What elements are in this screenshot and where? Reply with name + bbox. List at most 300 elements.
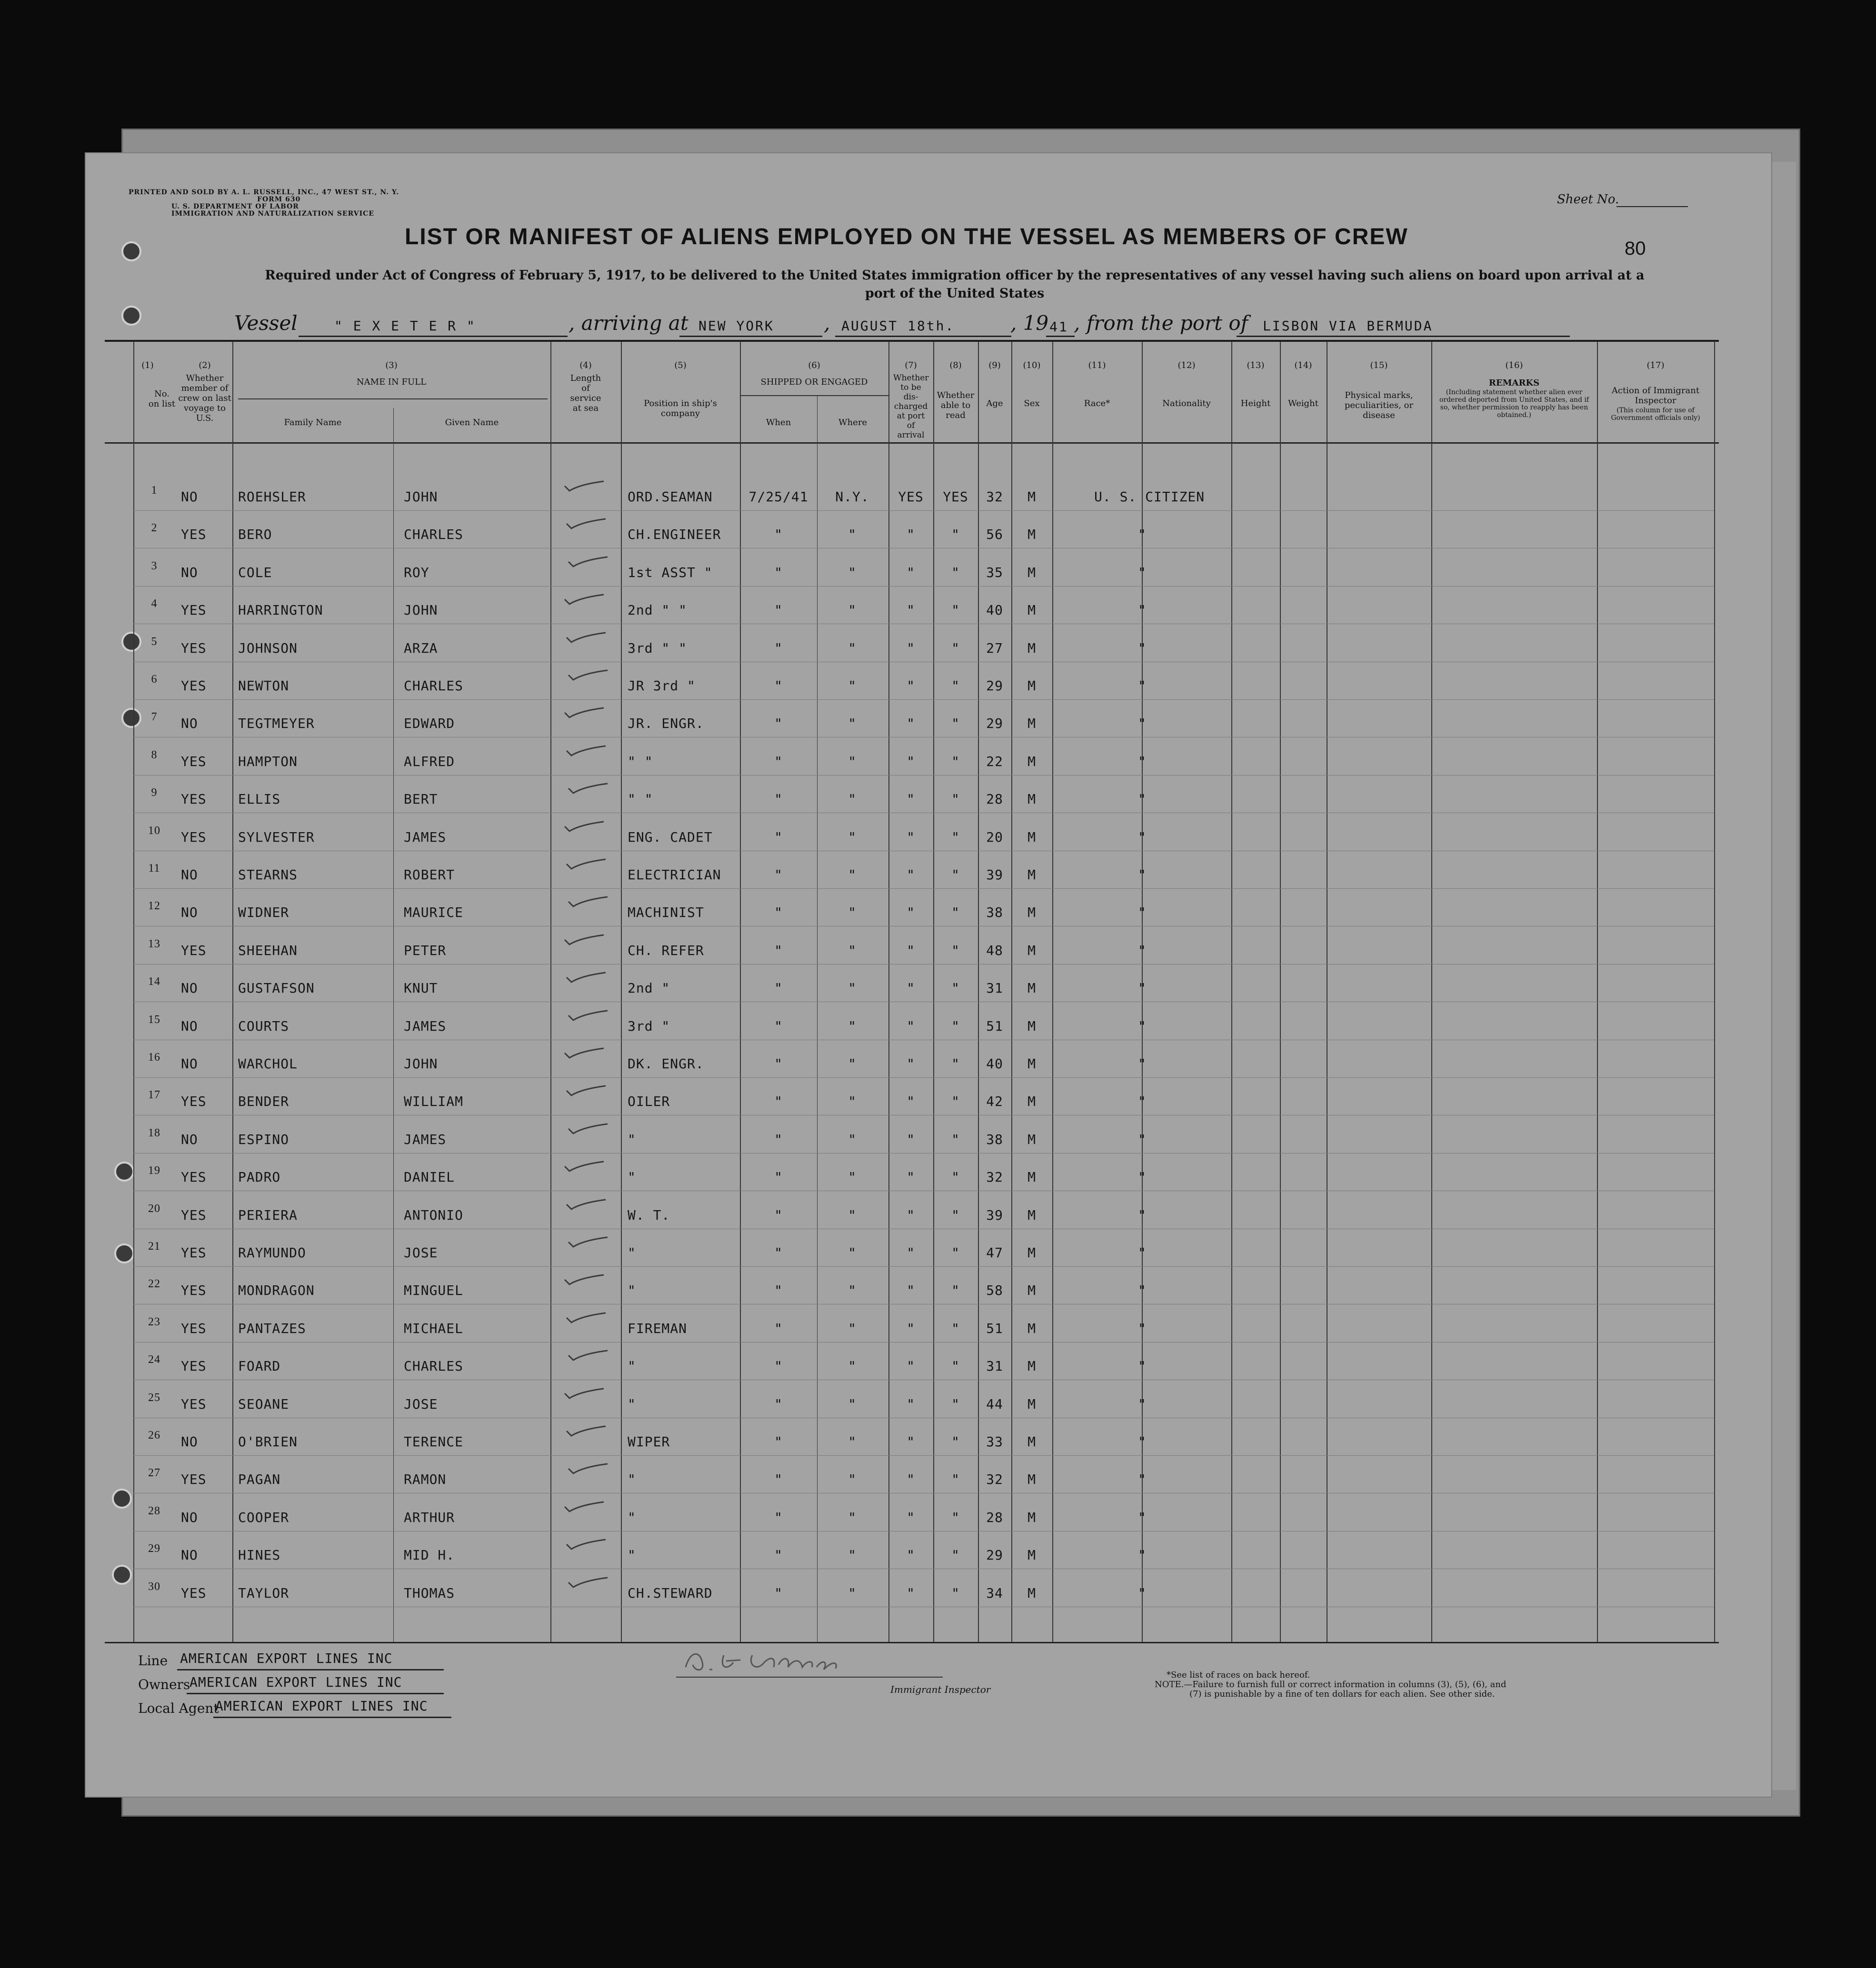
age: 34	[986, 1585, 1003, 1601]
position: CH. REFER	[628, 942, 704, 958]
discharged: "	[907, 1245, 915, 1261]
family-name: BERO	[238, 527, 272, 543]
position: ORD.SEAMAN	[628, 489, 713, 505]
agent-value: AMERICAN EXPORT LINES INC	[215, 1698, 428, 1714]
column-rule	[1431, 341, 1432, 1642]
family-name: STEARNS	[238, 867, 298, 883]
shipped-where: "	[848, 564, 857, 580]
column-rule	[133, 341, 134, 1642]
sex: M	[1028, 564, 1036, 580]
shipped-where: "	[848, 1547, 857, 1563]
agent-label: Local Agent	[138, 1700, 219, 1716]
check-mark-icon	[563, 707, 606, 720]
discharged: "	[907, 1018, 915, 1034]
col14-number: (14)	[1294, 360, 1312, 370]
col2-header: Whether member of crew on last voyage to U.S.	[178, 373, 231, 423]
row-number: 16	[148, 1051, 160, 1064]
position: "	[628, 1547, 636, 1563]
given-name: WILLIAM	[404, 1093, 464, 1110]
col11-number: (11)	[1088, 360, 1106, 370]
sheet-line	[1617, 194, 1688, 207]
age: 48	[986, 942, 1003, 958]
position: 2nd " "	[628, 602, 688, 618]
family-name: PERIERA	[238, 1207, 298, 1223]
crew-last-voyage: YES	[181, 602, 207, 618]
row-number: 13	[148, 937, 160, 950]
column-rule	[621, 341, 622, 1642]
sex: M	[1028, 678, 1036, 694]
shipped-where: "	[848, 1131, 857, 1147]
service: IMMIGRATION AND NATURALIZATION SERVICE	[171, 210, 374, 218]
check-mark-icon	[563, 594, 606, 607]
age: 39	[986, 1207, 1003, 1223]
given-name: CHARLES	[404, 527, 464, 543]
sex: M	[1028, 716, 1036, 732]
printer-imprint	[129, 189, 399, 218]
row-number: 2	[151, 522, 158, 535]
crew-last-voyage: NO	[181, 716, 198, 732]
age: 47	[986, 1245, 1003, 1261]
row-number: 23	[148, 1315, 160, 1328]
able-to-read: "	[951, 791, 960, 807]
shipped-when: "	[774, 1471, 783, 1488]
check-mark-icon	[563, 1047, 606, 1061]
arriving-port: NEW YORK	[699, 318, 774, 334]
sex: M	[1028, 904, 1036, 921]
row-rule	[133, 1266, 1714, 1267]
discharged: "	[907, 527, 915, 543]
sex: M	[1028, 1396, 1036, 1412]
shipped-where: "	[848, 1320, 857, 1336]
sex: M	[1028, 1358, 1036, 1374]
check-mark-icon	[567, 896, 609, 909]
given-name: ARTHUR	[404, 1509, 455, 1525]
column-rule	[740, 341, 741, 1642]
given-name: BERT	[404, 791, 438, 807]
position: "	[628, 1131, 636, 1147]
able-to-read: "	[951, 904, 960, 921]
shipped-where: "	[848, 867, 857, 883]
sex: M	[1028, 829, 1036, 845]
column-rule	[933, 341, 934, 1642]
position: "	[628, 1169, 636, 1185]
age: 39	[986, 867, 1003, 883]
shipped-where: "	[848, 1585, 857, 1601]
able-to-read: YES	[943, 489, 968, 505]
discharged: "	[907, 1358, 915, 1374]
able-to-read: "	[951, 1320, 960, 1336]
age: 40	[986, 602, 1003, 618]
row-number: 15	[148, 1013, 160, 1026]
inspector-label: Immigrant Inspector	[890, 1684, 991, 1695]
sex: M	[1028, 1207, 1036, 1223]
check-mark-icon	[563, 1388, 606, 1401]
punch-hole	[121, 632, 141, 652]
position: JR 3rd "	[628, 678, 696, 694]
position: CH.ENGINEER	[628, 527, 721, 543]
row-number: 5	[151, 635, 158, 648]
able-to-read: "	[951, 1131, 960, 1147]
col12-header: Nationality	[1162, 398, 1211, 408]
check-mark-icon	[565, 745, 608, 758]
crew-last-voyage: YES	[181, 1585, 207, 1601]
check-mark-icon	[567, 1463, 609, 1476]
given-name: KNUT	[404, 980, 438, 996]
age: 28	[986, 791, 1003, 807]
column-rule	[1280, 341, 1281, 1642]
able-to-read: "	[951, 753, 960, 769]
sex: M	[1028, 1282, 1036, 1299]
arriving-label: , arriving at	[569, 311, 689, 335]
family-name: PANTAZES	[238, 1320, 306, 1336]
able-to-read: "	[951, 1018, 960, 1034]
able-to-read: "	[951, 1434, 960, 1450]
crew-last-voyage: NO	[181, 904, 198, 921]
line-label: Line	[138, 1653, 168, 1669]
row-rule	[133, 699, 1714, 700]
crew-last-voyage: NO	[181, 980, 198, 996]
col17-subheader: (This column for use of Government officials only)	[1611, 407, 1700, 422]
punch-hole	[112, 1489, 132, 1509]
discharged: "	[907, 564, 915, 580]
sex: M	[1028, 980, 1036, 996]
check-mark-icon	[567, 1236, 609, 1250]
shipped-where: "	[848, 980, 857, 996]
shipped-when: "	[774, 1093, 783, 1110]
family-name: GUSTAFSON	[238, 980, 315, 996]
given-name: MINGUEL	[404, 1282, 464, 1299]
row-number: 6	[151, 673, 158, 686]
able-to-read: "	[951, 716, 960, 732]
vessel-name: " E X E T E R "	[334, 318, 476, 334]
given-name: PETER	[404, 942, 447, 958]
given-name: EDWARD	[404, 716, 455, 732]
table-header-rule	[105, 442, 1719, 444]
age: 38	[986, 904, 1003, 921]
penalty-note-2: (7) is punishable by a fine of ten dollars for each alien. See other side.	[1189, 1689, 1495, 1699]
row-rule	[133, 1077, 1714, 1078]
vessel-label: Vessel	[234, 311, 298, 335]
age: 31	[986, 980, 1003, 996]
check-mark-icon	[563, 480, 606, 494]
given-name: ALFRED	[404, 753, 455, 769]
crew-last-voyage: YES	[181, 1245, 207, 1261]
crew-last-voyage: NO	[181, 1509, 198, 1525]
shipped-when: "	[774, 527, 783, 543]
able-to-read: "	[951, 1471, 960, 1488]
check-mark-icon	[567, 1350, 609, 1363]
row-rule	[133, 510, 1714, 511]
row-number: 4	[151, 597, 158, 610]
family-name: O'BRIEN	[238, 1434, 298, 1450]
column-rule	[888, 341, 889, 1642]
from-label: , from the port of	[1074, 311, 1248, 335]
age: 58	[986, 1282, 1003, 1299]
row-number: 30	[148, 1580, 160, 1593]
race: "	[1138, 1320, 1147, 1336]
row-number: 11	[148, 862, 160, 875]
row-number: 26	[148, 1429, 160, 1441]
punch-hole	[121, 306, 141, 326]
family-name: ESPINO	[238, 1131, 289, 1147]
able-to-read: "	[951, 1358, 960, 1374]
year-label: , 19	[1010, 311, 1049, 335]
check-mark-icon	[565, 518, 608, 531]
able-to-read: "	[951, 640, 960, 656]
punch-hole	[121, 241, 141, 261]
shipped-where: "	[848, 1358, 857, 1374]
race: "	[1138, 640, 1147, 656]
check-mark-icon	[567, 1123, 609, 1136]
family-name: PADRO	[238, 1169, 281, 1185]
position: CH.STEWARD	[628, 1585, 713, 1601]
races-note: *See list of races on back hereof.	[1167, 1670, 1310, 1680]
given-name: TERENCE	[404, 1434, 464, 1450]
crew-last-voyage: YES	[181, 829, 207, 845]
shipped-when: "	[774, 1207, 783, 1223]
check-mark-icon	[567, 783, 609, 796]
able-to-read: "	[951, 1282, 960, 1299]
col2-number: (2)	[199, 360, 211, 370]
crew-last-voyage: YES	[181, 1471, 207, 1488]
given-name: JAMES	[404, 1018, 447, 1034]
sex: M	[1028, 1169, 1036, 1185]
discharged: "	[907, 602, 915, 618]
able-to-read: "	[951, 564, 960, 580]
discharged: "	[907, 1471, 915, 1488]
col3-number: (3)	[385, 360, 398, 370]
discharged: "	[907, 980, 915, 996]
able-to-read: "	[951, 527, 960, 543]
family-name: SYLVESTER	[238, 829, 315, 845]
crew-last-voyage: YES	[181, 527, 207, 543]
discharged: "	[907, 1585, 915, 1601]
position: ENG. CADET	[628, 829, 713, 845]
shipped-when: "	[774, 1056, 783, 1072]
shipped-when: "	[774, 753, 783, 769]
shipped-when: "	[774, 1169, 783, 1185]
given-name: CHARLES	[404, 1358, 464, 1374]
shipped-where: "	[848, 1396, 857, 1412]
given-name: MICHAEL	[404, 1320, 464, 1336]
shipped-when: "	[774, 829, 783, 845]
discharged: "	[907, 716, 915, 732]
family-name: SHEEHAN	[238, 942, 298, 958]
row-rule	[133, 1455, 1714, 1456]
shipped-when: "	[774, 904, 783, 921]
age: 38	[986, 1131, 1003, 1147]
race: "	[1138, 1245, 1147, 1261]
race: "	[1138, 1547, 1147, 1563]
discharged: "	[907, 1169, 915, 1185]
page-subtitle	[205, 267, 1705, 303]
shipped-when: "	[774, 1320, 783, 1336]
shipped-when: "	[774, 1585, 783, 1601]
shipped-when: "	[774, 564, 783, 580]
family-name: ROEHSLER	[238, 489, 306, 505]
col3-given-header: Given Name	[445, 417, 499, 427]
family-name: HAMPTON	[238, 753, 298, 769]
race: "	[1138, 942, 1147, 958]
race: "	[1138, 1509, 1147, 1525]
sex: M	[1028, 527, 1036, 543]
family-name: HARRINGTON	[238, 602, 323, 618]
col15-number: (15)	[1370, 360, 1388, 370]
col13-number: (13)	[1247, 360, 1265, 370]
position: "	[628, 1396, 636, 1412]
race: "	[1138, 1471, 1147, 1488]
able-to-read: "	[951, 1547, 960, 1563]
age: 40	[986, 1056, 1003, 1072]
row-number: 21	[148, 1240, 160, 1252]
check-mark-icon	[563, 1501, 606, 1514]
shipped-when: "	[774, 1245, 783, 1261]
column-rule	[1052, 341, 1053, 1642]
sex: M	[1028, 1585, 1036, 1601]
check-mark-icon	[563, 1274, 606, 1287]
shipped-when: "	[774, 867, 783, 883]
column-rule	[232, 341, 233, 1642]
row-number: 14	[148, 975, 160, 988]
race: "	[1138, 904, 1147, 921]
family-name: JOHNSON	[238, 640, 298, 656]
col4-number: (4)	[579, 360, 592, 370]
given-name: ROBERT	[404, 867, 455, 883]
age: 20	[986, 829, 1003, 845]
column-rule	[1714, 341, 1715, 1642]
row-number: 28	[148, 1504, 160, 1517]
col15-header: Physical marks, peculiarities, or disease	[1344, 390, 1414, 420]
family-name: WARCHOL	[238, 1056, 298, 1072]
able-to-read: "	[951, 829, 960, 845]
age: 42	[986, 1093, 1003, 1110]
sheet-number: 80	[1625, 238, 1646, 259]
header-subrule	[238, 398, 548, 399]
sex: M	[1028, 1509, 1036, 1525]
sex: M	[1028, 1131, 1036, 1147]
shipped-when: 7/25/41	[748, 489, 808, 505]
table-top-rule	[105, 340, 1719, 342]
discharged: "	[907, 829, 915, 845]
from-port: LISBON VIA BERMUDA	[1263, 318, 1433, 334]
able-to-read: "	[951, 942, 960, 958]
race: "	[1138, 753, 1147, 769]
age: 31	[986, 1358, 1003, 1374]
crew-last-voyage: YES	[181, 678, 207, 694]
column-rule	[393, 408, 394, 1642]
race: "	[1138, 564, 1147, 580]
race: "	[1138, 1585, 1147, 1601]
column-rule	[1231, 341, 1232, 1642]
age: 32	[986, 489, 1003, 505]
sex: M	[1028, 1245, 1036, 1261]
position: " "	[628, 753, 653, 769]
check-mark-icon	[567, 1010, 609, 1023]
owners-value: AMERICAN EXPORT LINES INC	[190, 1674, 402, 1690]
col16-subheader: (Including statement whether alien ever ordered deported from United States, and if so, whether permission to reapply has been obtained.)	[1439, 388, 1589, 419]
able-to-read: "	[951, 678, 960, 694]
position: "	[628, 1282, 636, 1299]
col3-header: NAME IN FULL	[356, 377, 427, 387]
shipped-where: "	[848, 678, 857, 694]
shipped-when: "	[774, 1282, 783, 1299]
age: 29	[986, 1547, 1003, 1563]
family-name: ELLIS	[238, 791, 281, 807]
discharged: "	[907, 791, 915, 807]
shipped-when: "	[774, 640, 783, 656]
family-name: HINES	[238, 1547, 281, 1563]
sex: M	[1028, 1471, 1036, 1488]
shipped-where: "	[848, 1509, 857, 1525]
col7-number: (7)	[905, 360, 917, 370]
shipped-where: "	[848, 1093, 857, 1110]
punch-hole	[114, 1162, 134, 1182]
sex: M	[1028, 489, 1036, 505]
race: "	[1138, 1056, 1147, 1072]
shipped-where: "	[848, 1056, 857, 1072]
position: 1st ASST "	[628, 564, 713, 580]
crew-last-voyage: YES	[181, 1282, 207, 1299]
able-to-read: "	[951, 602, 960, 618]
discharged: "	[907, 942, 915, 958]
shipped-when: "	[774, 602, 783, 618]
shipped-when: "	[774, 980, 783, 996]
shipped-where: "	[848, 716, 857, 732]
discharged: "	[907, 1282, 915, 1299]
inspector-signature	[681, 1646, 919, 1679]
row-number: 8	[151, 748, 158, 761]
row-number: 9	[151, 786, 158, 799]
race: "	[1138, 716, 1147, 732]
manifest-page	[85, 152, 1772, 1798]
family-name: TAYLOR	[238, 1585, 289, 1601]
age: 51	[986, 1018, 1003, 1034]
check-mark-icon	[565, 1199, 608, 1212]
discharged: "	[907, 1093, 915, 1110]
age: 29	[986, 678, 1003, 694]
given-name: DANIEL	[404, 1169, 455, 1185]
age: 35	[986, 564, 1003, 580]
age: 51	[986, 1320, 1003, 1336]
given-name: ARZA	[404, 640, 438, 656]
shipped-when: "	[774, 791, 783, 807]
shipped-when: "	[774, 942, 783, 958]
able-to-read: "	[951, 1056, 960, 1072]
shipped-where: "	[848, 1169, 857, 1185]
col14-header: Weight	[1288, 398, 1318, 408]
punch-hole	[112, 1565, 132, 1585]
subtitle-line: port of the United States	[865, 286, 1045, 301]
crew-last-voyage: NO	[181, 867, 198, 883]
col6-when-header: When	[766, 417, 791, 427]
given-name: JOHN	[404, 489, 438, 505]
age: 27	[986, 640, 1003, 656]
crew-last-voyage: NO	[181, 1434, 198, 1450]
sex: M	[1028, 1093, 1036, 1110]
shipped-where: "	[848, 1282, 857, 1299]
given-name: ANTONIO	[404, 1207, 464, 1223]
check-mark-icon	[565, 972, 608, 985]
able-to-read: "	[951, 1093, 960, 1110]
position: 3rd "	[628, 1018, 670, 1034]
sex: M	[1028, 640, 1036, 656]
family-name: FOARD	[238, 1358, 281, 1374]
sex: M	[1028, 791, 1036, 807]
able-to-read: "	[951, 1585, 960, 1601]
row-number: 10	[148, 824, 160, 837]
department: U. S. DEPARTMENT OF LABOR	[171, 203, 299, 210]
col16-header: REMARKS	[1488, 378, 1540, 388]
